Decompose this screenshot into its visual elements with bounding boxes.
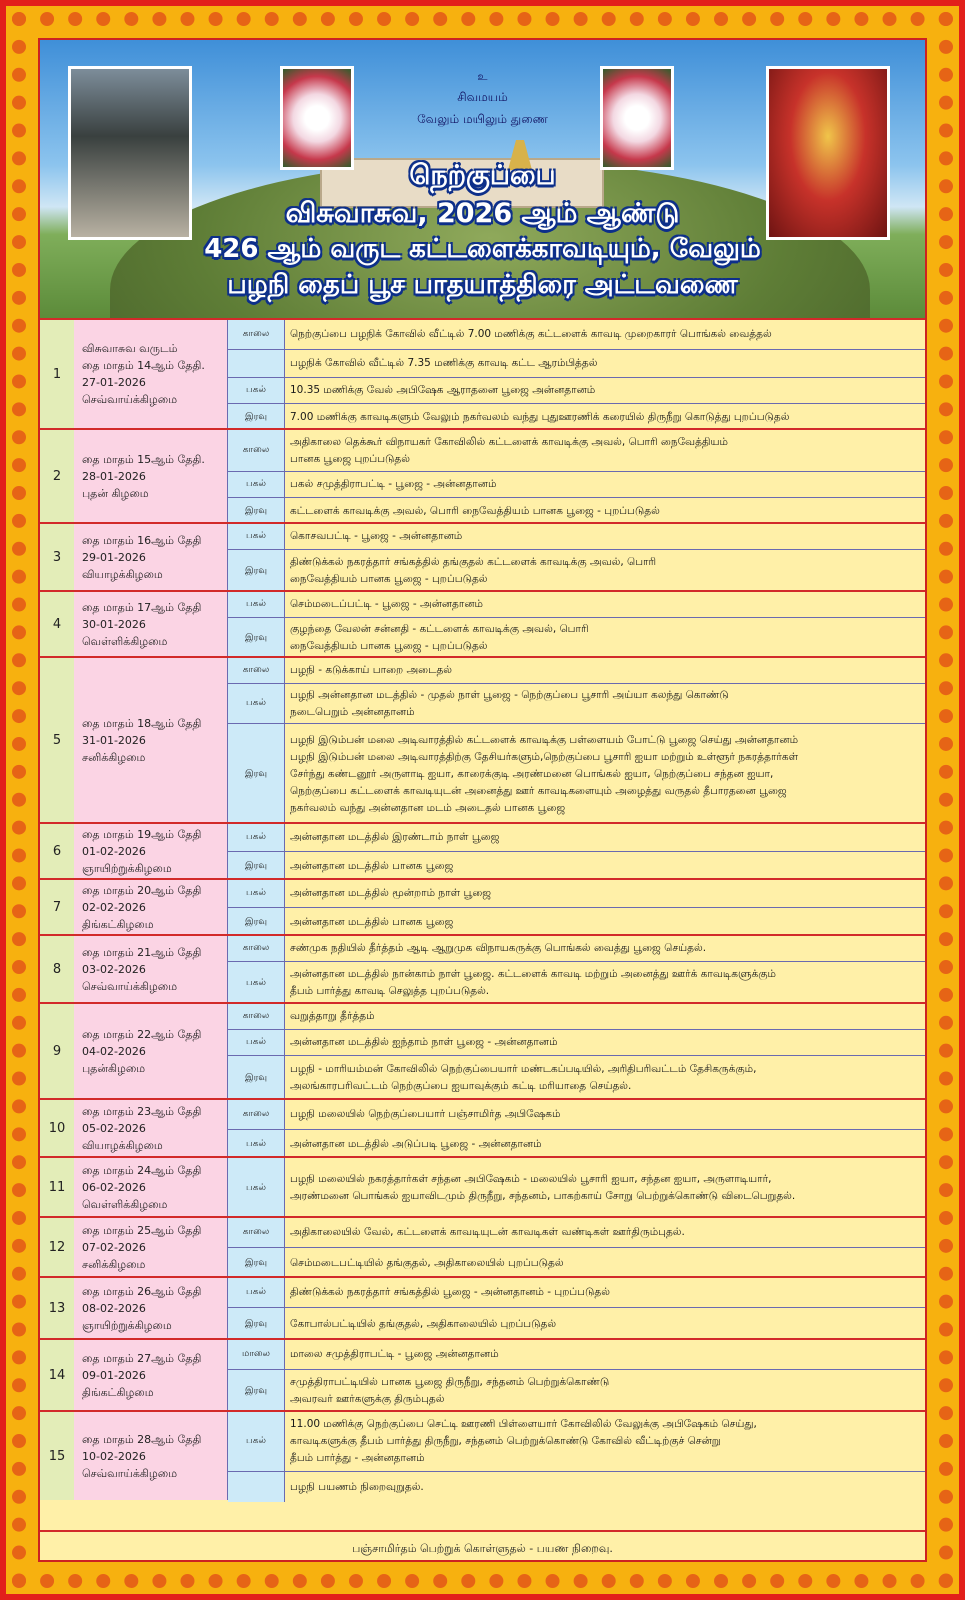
day-activities [228, 430, 925, 522]
date-line: 07-02-2026 [82, 1240, 146, 1254]
schedule-day [40, 934, 925, 1002]
day-activities [228, 1278, 925, 1338]
activity-text: அன்னதான மடத்தில் நான்காம் நாள் பூஜை. கட்டளைக் காவடி மற்றும் அனைத்து ஊர்க் காவடிகளுக்கும் தீபம் பார்த்து காவடி செலுத்த புறப்படுதல். [290, 968, 776, 997]
date-line: தை மாதம் 14ஆம் தேதி. [82, 359, 205, 372]
date-line: 30-01-2026 [82, 617, 146, 631]
activity-text: கட்டளைக் காவடிக்கு அவல், பொரி நைவேத்தியம் பானக பூஜை - புறப்படுதல் [290, 504, 660, 517]
time-of-day: இரவு [228, 724, 285, 824]
activity-text: அன்னதான மடத்தில் இரண்டாம் நாள் பூஜை [290, 831, 500, 843]
day-date-cell [74, 524, 228, 590]
date-line: வியாழக்கிழமை [82, 1138, 163, 1152]
activity-text: அன்னதான மடத்தில் பானக பூஜை [290, 859, 454, 872]
date-line: தை மாதம் 15ஆம் தேதி. [82, 452, 205, 466]
activity-row [228, 1218, 925, 1248]
time-of-day: இரவு [228, 498, 285, 524]
date-line: செவ்வாய்க்கிழமை [82, 979, 178, 993]
date-line: செவ்வாய்க்கிழமை [82, 393, 178, 406]
activity-text: அன்னதான மடத்தில் மூன்றாம் நாள் பூஜை [290, 887, 492, 899]
activity-text: பழநி பயணம் நிறைவுறுதல். [290, 1480, 424, 1493]
time-of-day: இரவு [228, 618, 285, 658]
activity-text: 11.00 மணிக்கு நெற்குப்பை செட்டி ஊரணி பிள்ளையார் கோவிலில் வேலுக்கு அபிஷேகம் செய்து, காவடிகளுக்கு தீபம் பார்த்து திருநீறு, சந்தனம் பெற்றுக்கொண்டு கோவில் வீட்டிற்குச் சென்று தீபம் பார்த்து - அன்னதானம் [290, 1418, 757, 1464]
activity-text: அன்னதான மடத்தில் அடுப்படி பூஜை - அன்னதானம் [290, 1137, 542, 1150]
day-number: 5 [40, 658, 75, 822]
day-number: 6 [40, 824, 75, 878]
schedule-day [40, 656, 925, 822]
day-date-cell [74, 1278, 228, 1338]
title-edition: 426 ஆம் வருட கட்டளைக்காவடியும், வேலும் [204, 234, 761, 264]
activity-row [228, 618, 925, 658]
activity-row [228, 824, 925, 852]
activity-row [228, 658, 925, 684]
day-date-cell [74, 1100, 228, 1156]
activity-row [228, 592, 925, 618]
date-line: திங்கட்கிழமை [82, 1385, 154, 1399]
day-activities [228, 1004, 925, 1098]
date-line: தை மாதம் 19ஆம் தேதி [82, 827, 202, 841]
date-line: 27-01-2026 [82, 376, 146, 389]
schedule-day [40, 1156, 925, 1216]
date-line: செவ்வாய்க்கிழமை [82, 1466, 178, 1480]
activity-text: குழந்தை வேலன் சன்னதி - கட்டளைக் காவடிக்கு அவல், பொரி நைவேத்தியம் பானக பூஜை - புறப்படுதல் [290, 623, 589, 652]
activity-row [228, 684, 925, 724]
time-of-day [228, 1472, 285, 1502]
day-number: 12 [40, 1218, 75, 1276]
time-of-day: பகல் [228, 962, 285, 1004]
time-of-day: பகல் [228, 824, 285, 851]
date-line: புதன் கிழமை [82, 486, 149, 500]
date-line: 06-02-2026 [82, 1180, 146, 1194]
pillaiyar-suzhi: உ [477, 70, 488, 83]
activity-text: அதிகாலை தெக்கூர் விநாயகர் கோவிலில் கட்டளைக் காவடிக்கு அவல், பொரி நைவேத்தியம் பானக பூஜை புறப்படுதல் [290, 435, 728, 465]
time-of-day: இரவு [228, 404, 285, 430]
time-of-day: பகல் [228, 472, 285, 497]
day-date-cell [74, 658, 228, 822]
time-of-day: இரவு [228, 852, 285, 880]
activity-text: செம்மடைப்பட்டி - பூஜை - அன்னதானம் [290, 598, 484, 610]
time-of-day: இரவு [228, 1308, 285, 1340]
activity-text: அன்னதான மடத்தில் ஐந்தாம் நாள் பூஜை - அன்னதானம் [290, 1036, 558, 1048]
date-line: 29-01-2026 [82, 550, 146, 564]
time-of-day: காலை [228, 1004, 285, 1029]
activity-text: பழநி மலையில் நெற்குப்பையார் பஞ்சாமிர்த அபிஷேகம் [290, 1108, 561, 1120]
date-line: ஞாயிற்றுக்கிழமை [82, 1318, 172, 1332]
time-of-day: இரவு [228, 1370, 285, 1412]
day-date-cell [74, 1218, 228, 1276]
title-village: நெற்குப்பை [409, 160, 556, 191]
schedule-day [40, 1098, 925, 1156]
date-line: தை மாதம் 18ஆம் தேதி [82, 716, 202, 730]
schedule-day [40, 1276, 925, 1338]
schedule-day [40, 822, 925, 878]
title-schedule: பழநி தைப் பூச பாதயாத்திரை அட்டவணை [227, 270, 738, 300]
time-of-day: பகல் [228, 880, 285, 907]
activity-row [228, 1278, 925, 1308]
activity-text: சண்முக நதியில் தீர்த்தம் ஆடி ஆறுமுக விநாயகருக்கு பொங்கல் வைத்து பூஜை செய்தல். [290, 942, 707, 954]
activity-row [228, 524, 925, 550]
day-activities [228, 1340, 925, 1410]
date-line: 04-02-2026 [82, 1044, 146, 1058]
time-of-day: இரவு [228, 908, 285, 936]
date-line: ஞாயிற்றுக்கிழமை [82, 861, 172, 875]
schedule-day [40, 878, 925, 934]
time-of-day: காலை [228, 320, 285, 349]
time-of-day: காலை [228, 430, 285, 471]
schedule-day [40, 1216, 925, 1276]
activity-text: பழநி - கடுக்காய் பாறை அடைதல் [290, 664, 453, 676]
schedule-day [40, 1002, 925, 1098]
day-number: 9 [40, 1004, 75, 1098]
date-line: 28-01-2026 [82, 469, 146, 483]
date-line: தை மாதம் 16ஆம் தேதி [82, 533, 202, 547]
activity-row [228, 1340, 925, 1370]
activity-row [228, 498, 925, 524]
activity-row [228, 852, 925, 880]
date-line: விசுவாசுவ வருடம் [82, 342, 178, 355]
activity-text: திண்டுக்கல் நகரத்தார் சங்கத்தில் பூஜை - அன்னதானம் - புறப்படுதல் [290, 1286, 610, 1298]
day-date-cell [74, 430, 228, 522]
day-date-cell [74, 1412, 228, 1500]
header-line-blessing: வேலும் மயிலும் துணை [417, 112, 548, 126]
day-number: 4 [40, 592, 75, 656]
activity-row [228, 1412, 925, 1472]
activity-text: 10.35 மணிக்கு வேல் அபிஷேக ஆராதனை பூஜை அன்னதானம் [290, 384, 596, 396]
activity-row [228, 1308, 925, 1340]
activity-row [228, 1004, 925, 1030]
activity-row [228, 908, 925, 936]
activity-text: வறுத்தாறு தீர்த்தம் [290, 1010, 375, 1022]
activity-text: அன்னதான மடத்தில் பானக பூஜை [290, 915, 454, 928]
date-line: புதன்கிழமை [82, 1061, 146, 1075]
date-line: தை மாதம் 28ஆம் தேதி [82, 1432, 202, 1446]
activity-row [228, 430, 925, 472]
time-of-day: காலை [228, 936, 285, 961]
activity-text: பழநி இடும்பன் மலை அடிவாரத்தில் கட்டளைக் காவடிக்கு பள்ளையம் போட்டு பூஜை செய்து அன்னதானம் பழநி இடும்பன் மலை அடிவாரத்திற்கு தேசியர்களும்,நெற்குப்பை பூசாரி ஐயா மற்றும் உள்ளூர் நகரத்தார்கள் சேர்ந்து கண்டனூர் அருளாடி ஐயா, காரைக்குடி அரண்மனை பொங்கல் ஐயா, நெற்குப்பை சந்தன ஐயா, நெற்குப்பை கட்டளைக் காவடியுடன் அனைத்து ஊர் காவடிகளையும் அழைத்து வருதல் தீபாரதனை பூஜை நகர்வலம் வந்து அன்னதான மடம் அடைதல் பானக பூஜை [290, 733, 799, 814]
activity-text: கோபால்பட்டியில் தங்குதல், அதிகாலையில் புறப்படுதல் [290, 1317, 557, 1330]
day-date-cell [74, 824, 228, 878]
activity-row [228, 1370, 925, 1412]
activity-row [228, 724, 925, 824]
activity-text: சமுத்திராபட்டியில் பானக பூஜை திருநீறு, சந்தனம் பெற்றுக்கொண்டு அவரவர் ஊர்களுக்கு திரும்புதல் [290, 1376, 610, 1405]
time-of-day: பகல் [228, 592, 285, 617]
day-activities [228, 824, 925, 878]
day-date-cell [74, 592, 228, 656]
schedule-day [40, 318, 925, 428]
day-number: 13 [40, 1278, 75, 1338]
day-activities [228, 936, 925, 1002]
day-number: 10 [40, 1100, 75, 1156]
day-activities [228, 880, 925, 934]
activity-text: செம்மடைபட்டியில் தங்குதல், அதிகாலையில் புறப்படுதல் [290, 1256, 564, 1269]
activity-text: அதிகாலையில் வேல், கட்டளைக் காவடியுடன் காவடிகள் வண்டிகள் ஊர்திரும்புதல். [290, 1226, 685, 1238]
activity-text: 7.00 மணிக்கு காவடிகளும் வேலும் நகர்வலம் வந்து புதுஊரணிக் கரையில் திருநீறு கொடுத்து புறப்படுதல் [290, 410, 790, 423]
activity-row [228, 962, 925, 1004]
day-activities [228, 658, 925, 822]
date-line: சனிக்கிழமை [82, 1257, 146, 1271]
date-line: 02-02-2026 [82, 900, 146, 914]
day-date-cell [74, 936, 228, 1002]
activity-text: திண்டுக்கல் நகரத்தார் சங்கத்தில் தங்குதல் கட்டளைக் காவடிக்கு அவல், பொரி நைவேத்தியம் பானக பூஜை - புறப்படுதல் [290, 556, 657, 585]
date-line: 09-01-2026 [82, 1368, 146, 1382]
activity-text: பழநி - மாரியம்மன் கோவிலில் நெற்குப்பையார் மண்டகப்படியில், அரிதிபரிவட்டம் தேசிகருக்கும், அலங்காரபரிவட்டம் நெற்குப்பை ஐயாவுக்கும் கட்டி மரியாதை செய்தல். [290, 1063, 757, 1092]
time-of-day: பகல் [228, 1158, 285, 1218]
time-of-day: பகல் [228, 684, 285, 723]
date-line: தை மாதம் 20ஆம் தேதி [82, 883, 202, 897]
header-line-sivamayam: சிவமயம் [457, 90, 508, 104]
date-line: தை மாதம் 27ஆம் தேதி [82, 1351, 202, 1365]
activity-row [228, 1158, 925, 1218]
time-of-day: இரவு [228, 1248, 285, 1278]
activity-row [228, 1130, 925, 1158]
day-number: 15 [40, 1412, 75, 1500]
day-date-cell [74, 1004, 228, 1098]
date-line: 03-02-2026 [82, 962, 146, 976]
time-of-day [228, 350, 285, 377]
title-year: விசுவாசுவ, 2026 ஆம் ஆண்டு [285, 198, 680, 229]
day-date-cell [74, 880, 228, 934]
activity-row [228, 936, 925, 962]
activity-row [228, 1248, 925, 1278]
date-line: தை மாதம் 25ஆம் தேதி [82, 1223, 202, 1237]
activity-row [228, 1056, 925, 1100]
date-line: திங்கட்கிழமை [82, 917, 154, 931]
activity-row [228, 550, 925, 592]
date-line: தை மாதம் 17ஆம் தேதி [82, 600, 202, 614]
activity-row [228, 1472, 925, 1502]
header-banner [40, 40, 925, 318]
date-line: 01-02-2026 [82, 844, 146, 858]
date-line: 08-02-2026 [82, 1301, 146, 1315]
date-line: 05-02-2026 [82, 1121, 146, 1135]
activity-row [228, 378, 925, 404]
activity-text: பழநி மலையில் நகரத்தார்கள் சந்தன அபிஷேகம் - மலையில் பூசாரி ஐயா, சந்தன ஐயா, அருளாடியார், அரண்மனை பொங்கல் ஐயாவிடமும் திருநீறு, சந்தனம், பாகற்காய் சோறு பெற்றுக்கொண்டு விடைபெறுதல். [290, 1173, 796, 1202]
day-date-cell [74, 320, 228, 428]
day-activities [228, 1158, 925, 1216]
date-line: தை மாதம் 21ஆம் தேதி [82, 945, 202, 959]
day-activities [228, 320, 925, 428]
time-of-day: காலை [228, 658, 285, 683]
date-line: 31-01-2026 [82, 733, 146, 747]
date-line: தை மாதம் 24ஆம் தேதி [82, 1163, 202, 1177]
schedule-day [40, 1410, 925, 1500]
day-number: 7 [40, 880, 75, 934]
time-of-day: இரவு [228, 550, 285, 592]
activity-row [228, 472, 925, 498]
schedule-day [40, 1338, 925, 1410]
activity-row [228, 880, 925, 908]
activity-text: நெற்குப்பை பழநிக் கோவில் வீட்டில் 7.00 மணிக்கு கட்டளைக் காவடி முறைகாரர் பொங்கல் வைத்தல் [290, 328, 772, 340]
time-of-day: காலை [228, 1100, 285, 1129]
day-activities [228, 524, 925, 590]
day-number: 14 [40, 1340, 75, 1410]
date-line: வெள்ளிக்கிழமை [82, 634, 168, 648]
day-number: 1 [40, 320, 75, 428]
day-activities [228, 592, 925, 656]
date-line: வெள்ளிக்கிழமை [82, 1197, 168, 1211]
day-activities [228, 1412, 925, 1500]
day-number: 8 [40, 936, 75, 1002]
day-date-cell [74, 1340, 228, 1410]
time-of-day: பகல் [228, 1130, 285, 1158]
activity-row [228, 320, 925, 350]
activity-row [228, 1100, 925, 1130]
schedule-day [40, 522, 925, 590]
activity-text: பகல் சமுத்திராபட்டி - பூஜை - அன்னதானம் [290, 478, 497, 490]
activity-text: கொசவபட்டி - பூஜை - அன்னதானம் [290, 530, 463, 542]
date-line: சனிக்கிழமை [82, 750, 146, 764]
footer-note: பஞ்சாமிர்தம் பெற்றுக் கொள்ளுதல் - பயண நிறைவு. [40, 1530, 925, 1562]
day-activities [228, 1218, 925, 1276]
activity-text: பழநி அன்னதான மடத்தில் - முதல் நாள் பூஜை - நெற்குப்பை பூசாரி அய்யா கலந்து கொண்டு நடைபெறும் அன்னதானம் [290, 688, 729, 718]
schedule-day [40, 590, 925, 656]
time-of-day: மாலை [228, 1340, 285, 1369]
schedule-day [40, 428, 925, 522]
activity-text: பழநிக் கோவில் வீட்டில் 7.35 மணிக்கு காவடி கட்ட ஆரம்பித்தல் [290, 357, 598, 369]
activity-text: மாலை சமுத்திராபட்டி - பூஜை அன்னதானம் [290, 1348, 499, 1360]
date-line: 10-02-2026 [82, 1449, 146, 1463]
activity-row [228, 1030, 925, 1056]
activity-row [228, 350, 925, 378]
date-line: தை மாதம் 23ஆம் தேதி [82, 1104, 202, 1118]
time-of-day: பகல் [228, 524, 285, 549]
time-of-day: பகல் [228, 378, 285, 403]
day-number: 2 [40, 430, 75, 522]
time-of-day: இரவு [228, 1056, 285, 1100]
time-of-day: காலை [228, 1218, 285, 1247]
day-activities [228, 1100, 925, 1156]
date-line: தை மாதம் 26ஆம் தேதி [82, 1284, 202, 1298]
date-line: வியாழக்கிழமை [82, 567, 163, 581]
time-of-day: பகல் [228, 1412, 285, 1471]
date-line: தை மாதம் 22ஆம் தேதி [82, 1027, 202, 1041]
day-date-cell [74, 1158, 228, 1216]
day-number: 11 [40, 1158, 75, 1216]
time-of-day: பகல் [228, 1030, 285, 1055]
schedule-card [38, 38, 927, 1562]
activity-row [228, 404, 925, 430]
time-of-day: பகல் [228, 1278, 285, 1307]
day-number: 3 [40, 524, 75, 590]
